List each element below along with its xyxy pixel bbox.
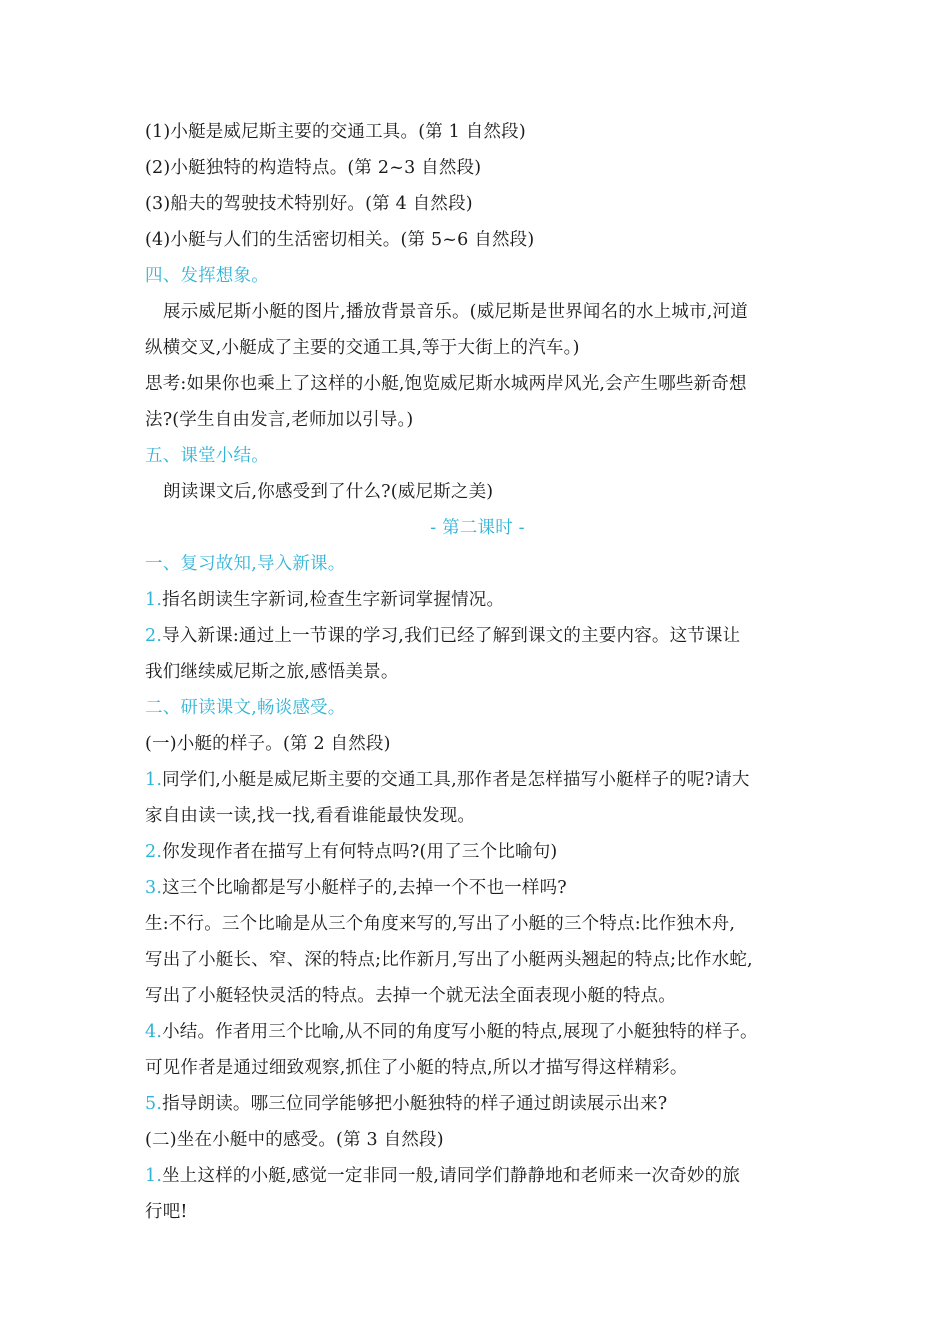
paragraph-line: 我们继续威尼斯之旅,感悟美景。: [145, 662, 399, 682]
list-item: [145, 582, 810, 618]
list-item: [145, 834, 810, 870]
list-number: 4.: [145, 1022, 163, 1042]
section-heading-review: 一、复习故知,导入新课。: [145, 554, 346, 574]
list-item: [145, 618, 810, 654]
section-heading-study: 二、研读课文,畅谈感受。: [145, 698, 346, 718]
outline-item-2: (2)小艇独特的构造特点。(第 2~3 自然段): [145, 158, 482, 178]
paragraph-line: 展示威尼斯小艇的图片,播放背景音乐。(威尼斯是世界闻名的水上城市,河道: [163, 302, 748, 322]
paragraph-line: 朗读课文后,你感受到了什么?(威尼斯之美): [163, 482, 494, 502]
list-text: 指导朗读。哪三位同学能够把小艇独特的样子通过朗读展示出来?: [162, 1094, 668, 1114]
paragraph-line: 行吧!: [145, 1202, 188, 1222]
list-text: 导入新课:通过上一节课的学习,我们已经了解到课文的主要内容。这节课让: [162, 626, 741, 646]
list-text: 坐上这样的小艇,感觉一定非同一般,请同学们静静地和老师来一次奇妙的旅: [162, 1166, 741, 1186]
outline-item-1: (1)小艇是威尼斯主要的交通工具。(第 1 自然段): [145, 122, 526, 142]
list-item: [145, 1158, 810, 1194]
list-text: 这三个比喻都是写小艇样子的,去掉一个不也一样吗?: [162, 878, 567, 898]
list-number: 5.: [145, 1094, 163, 1114]
paragraph-line: 家自由读一读,找一找,看看谁能最快发现。: [145, 806, 476, 826]
paragraph-line: 可见作者是通过细致观察,抓住了小艇的特点,所以才描写得这样精彩。: [145, 1058, 688, 1078]
paragraph-line: 思考:如果你也乘上了这样的小艇,饱览威尼斯水城两岸风光,会产生哪些新奇想: [145, 374, 747, 394]
subsection-heading: (一)小艇的样子。(第 2 自然段): [145, 734, 391, 754]
list-text: 指名朗读生字新词,检查生字新词掌握情况。: [162, 590, 505, 610]
section-heading-summary: 五、课堂小结。: [145, 446, 269, 466]
list-item: [145, 870, 810, 906]
list-item: [145, 1086, 810, 1122]
section-heading-imagine: 四、发挥想象。: [145, 266, 269, 286]
list-text: 同学们,小艇是威尼斯主要的交通工具,那作者是怎样描写小艇样子的呢?请大: [162, 770, 750, 790]
paragraph-line: 法?(学生自由发言,老师加以引导。): [145, 410, 414, 430]
paragraph-line: 写出了小艇轻快灵活的特点。去掉一个就无法全面表现小艇的特点。: [145, 986, 676, 1006]
list-number: 1.: [145, 770, 163, 790]
list-number: 1.: [145, 1166, 163, 1186]
list-number: 2.: [145, 842, 163, 862]
paragraph-line: 写出了小艇长、窄、深的特点;比作新月,写出了小艇两头翘起的特点;比作水蛇,: [145, 950, 753, 970]
list-item: [145, 762, 810, 798]
lesson-title: - 第二课时 -: [430, 518, 525, 538]
subsection-heading: (二)坐在小艇中的感受。(第 3 自然段): [145, 1130, 444, 1150]
list-item: [145, 1014, 810, 1050]
paragraph-line: 生:不行。三个比喻是从三个角度来写的,写出了小艇的三个特点:比作独木舟,: [145, 914, 736, 934]
list-text: 你发现作者在描写上有何特点吗?(用了三个比喻句): [162, 842, 558, 862]
list-number: 3.: [145, 878, 163, 898]
list-number: 2.: [145, 626, 163, 646]
list-number: 1.: [145, 590, 163, 610]
paragraph-line: 纵横交叉,小艇成了主要的交通工具,等于大街上的汽车。): [145, 338, 580, 358]
outline-item-4: (4)小艇与人们的生活密切相关。(第 5~6 自然段): [145, 230, 535, 250]
outline-item-3: (3)船夫的驾驶技术特别好。(第 4 自然段): [145, 194, 473, 214]
list-text: 小结。作者用三个比喻,从不同的角度写小艇的特点,展现了小艇独特的样子。: [162, 1022, 758, 1042]
